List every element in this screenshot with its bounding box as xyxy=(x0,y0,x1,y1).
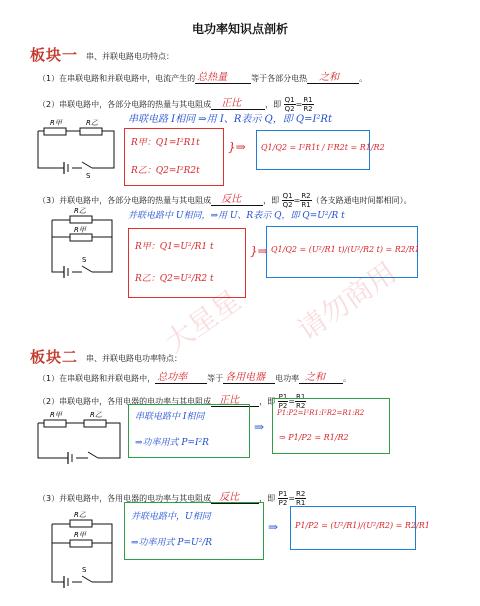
block2-item1: （1）在串联电路和并联电路中， 总功率 等于 各用电器 电功率 之和 。 xyxy=(38,373,351,384)
arrow-4: ⇒ xyxy=(268,520,279,534)
block2-heading: 板块二 xyxy=(30,348,79,366)
hand-total-power: 总功率 xyxy=(157,372,188,383)
parallel-heat-result xyxy=(266,226,418,278)
ratio-p-2: $\frac{P1}{P2}$ xyxy=(278,490,288,507)
page-title: 电功率知识点剖析 xyxy=(191,22,288,36)
hand-total-heat: 总热量 xyxy=(197,72,228,83)
ratio-p: $\frac{P1}{P2}$ xyxy=(278,393,288,410)
block1-subtitle: 串、并联电路电功特点： xyxy=(86,52,174,61)
box-line-2: R乙：Q2=I²R2t xyxy=(131,166,200,176)
hand-proportional: 正比 xyxy=(221,98,242,109)
series-heat-result xyxy=(256,130,385,170)
block1-item3: （3）并联电路中，各部分电路的热量与其电阻成 反比 ，即 $\frac{Q1}{Q2}$ = $\frac{R2}{R1}$ （各支路通电时间都相同）。 xyxy=(38,192,412,209)
p-box-line-2: ⇒功率用式 P=I²R xyxy=(135,438,209,448)
pp-box-line-2: ⇒功率用式 P=U²/R xyxy=(131,538,213,548)
arrow-1: }⇒ xyxy=(228,140,246,154)
r2-label-2: R乙 xyxy=(90,411,102,419)
ratio-r-4: $\frac{R2}{R1}$ xyxy=(296,490,306,507)
hand-sum: 之和 xyxy=(319,72,340,83)
box-line-1: R甲：Q1=I²R1t xyxy=(131,138,200,148)
parallel-power-box xyxy=(124,502,264,560)
ratio-q-2: $\frac{Q1}{Q2}$ xyxy=(282,192,293,209)
r1-label-2: R甲 xyxy=(50,411,62,419)
series-note: 串联电路 I相同 ⇒用 I、R表示 Q，即 Q=I²Rt xyxy=(128,114,332,125)
watermark-1: 大星星 xyxy=(158,283,247,359)
hand-each-device: 各用电器 xyxy=(225,372,266,383)
switch-label-2: S xyxy=(82,256,87,264)
r1-label: R甲 xyxy=(50,119,62,127)
p-box-line-1: 串联电路中 I相同 xyxy=(135,412,205,422)
arrow-3: ⇒ xyxy=(254,420,265,434)
series-power-result xyxy=(272,398,390,454)
block1-item2: （2）串联电路中，各部分电路的热量与其电阻成 正比 ，即 $\frac{Q1}{Q2}$ = $\frac{R1}{R2}$ xyxy=(38,96,313,113)
arrow-2: }⇒ xyxy=(250,244,268,258)
p-result-2: ⇒ P1/P2 = R1/R2 xyxy=(279,433,349,442)
parallel-power-result xyxy=(290,506,430,550)
block1-heading: 板块一 xyxy=(30,46,79,64)
series-heat-box xyxy=(124,128,224,186)
ratio-r: $\frac{R1}{R2}$ xyxy=(303,96,313,113)
ratio-q: $\frac{Q1}{Q2}$ xyxy=(284,96,295,113)
block2-item2: （2）串联电路中，各用电器的电功率与其电阻成 正比 ，即 $\frac{P1}{P2}$ = $\frac{R1}{R2}$ xyxy=(38,393,306,410)
hand-inverse-2: 反比 xyxy=(219,492,240,503)
block2-subtitle: 串、并联电路电功率特点： xyxy=(86,354,182,363)
series-circuit-2 xyxy=(34,408,126,470)
pbox-line-2: R乙：Q2=U²/R2 t xyxy=(135,274,214,284)
parallel-circuit-1 xyxy=(42,206,124,282)
block2-item3: （3）并联电路中，各用电器的电功率与其电阻成 反比 ，即 $\frac{P1}{P2}$ = $\frac{R2}{R1}$ xyxy=(38,490,306,507)
parallel-circuit-2 xyxy=(42,508,124,594)
parallel-note: 并联电路中 U相同，⇒用 U、R表示 Q，即 Q=U²/R t xyxy=(128,211,345,221)
r2-label: R乙 xyxy=(86,119,98,127)
result-2: Q1/Q2 = (U²/R1 t)/(U²/R2 t) = R2/R1 xyxy=(271,245,420,254)
series-circuit-1 xyxy=(34,118,120,180)
switch-label: S xyxy=(86,172,91,180)
pbox-line-1: R甲：Q1=U²/R1 t xyxy=(135,242,214,252)
hand-sum-2: 之和 xyxy=(305,372,326,383)
p-result-1: P1:P2=I²R1:I²R2=R1:R2 xyxy=(277,409,365,417)
ratio-r-2: $\frac{R2}{R1}$ xyxy=(301,192,311,209)
r-jia-label-2: R甲 xyxy=(74,531,86,539)
block1-item1: （1）在串联电路和并联电路中，电流产生的 总热量 等于各部分电热 之和 。 xyxy=(38,73,367,84)
pp-result: P1/P2 = (U²/R1)/(U²/R2) = R2/R1 xyxy=(295,521,430,530)
watermark-2: 请勿商用 xyxy=(291,255,403,347)
ratio-r-3: $\frac{R1}{R2}$ xyxy=(296,393,306,410)
r-yi-label-2: R乙 xyxy=(74,511,86,519)
r-yi-label: R乙 xyxy=(74,207,86,215)
series-power-box xyxy=(128,404,250,458)
pp-box-line-1: 并联电路中，U相同 xyxy=(131,512,211,522)
hand-inverse: 反比 xyxy=(221,194,242,205)
switch-label-3: S xyxy=(82,566,87,574)
result-1: Q1/Q2 = I²R1t / I²R2t = R1/R2 xyxy=(261,143,385,152)
r-jia-label: R甲 xyxy=(74,226,86,234)
hand-proportional-2: 正比 xyxy=(219,395,240,406)
